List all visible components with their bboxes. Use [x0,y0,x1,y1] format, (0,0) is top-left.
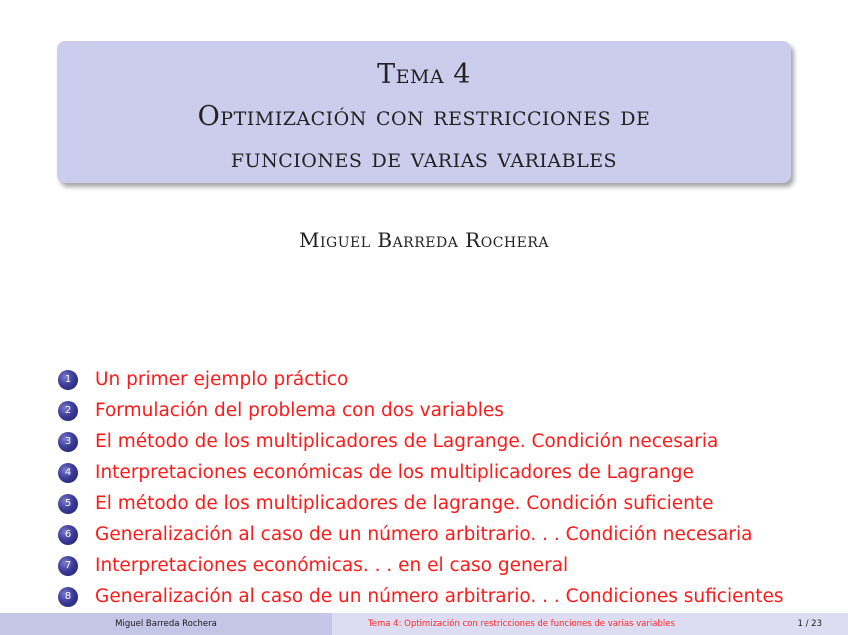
toc-item-3[interactable] [58,426,783,457]
toc-item-7[interactable] [58,550,783,581]
section-number-ball-icon: 1 [58,370,78,390]
title-line-3: funciones de varias variables [230,143,618,174]
toc-link[interactable]: El método de los multiplicadores de Lagrange. Condición necesaria [95,431,719,452]
section-number-ball-icon: 6 [58,525,78,545]
toc-item-8[interactable] [58,581,783,612]
toc-item-6[interactable] [58,519,783,550]
toc-link[interactable]: Formulación del problema con dos variables [95,400,504,421]
title-box [57,41,791,183]
toc-link[interactable]: Un primer ejemplo práctico [95,369,349,390]
toc-link[interactable]: Generalización al caso de un número arbitrario. . . Condición necesaria [95,524,753,545]
footer-title: Tema 4: Optimización con restricciones de funciones de varias variables [368,619,675,629]
author-name: Miguel Barreda Rochera [299,228,549,252]
section-number-ball-icon: 3 [58,432,78,452]
section-number-ball-icon: 2 [58,401,78,421]
toc-link[interactable]: El método de los multiplicadores de lagrange. Condición suficiente [95,493,714,514]
toc-link[interactable]: Interpretaciones económicas de los multiplicadores de Lagrange [95,462,694,483]
toc-item-5[interactable] [58,488,783,519]
toc-link[interactable]: Generalización al caso de un número arbitrario. . . Condiciones suficientes [95,586,784,607]
footer-author: Miguel Barreda Rochera [0,613,332,635]
title-line-1: Tema 4 [377,59,471,90]
toc-item-4[interactable] [58,457,783,488]
section-number-ball-icon: 5 [58,494,78,514]
toc-link[interactable]: Interpretaciones económicas. . . en el caso general [95,555,569,576]
toc-item-2[interactable] [58,395,783,426]
toc-item-1[interactable] [58,364,783,395]
title-line-2: Optimización con restricciones de [197,101,651,132]
page-number: 1 / 23 [797,619,822,629]
footer-title-area [332,613,848,635]
footer-bar [0,613,848,635]
section-number-ball-icon: 7 [58,556,78,576]
table-of-contents [58,364,783,612]
section-number-ball-icon: 8 [58,587,78,607]
section-number-ball-icon: 4 [58,463,78,483]
